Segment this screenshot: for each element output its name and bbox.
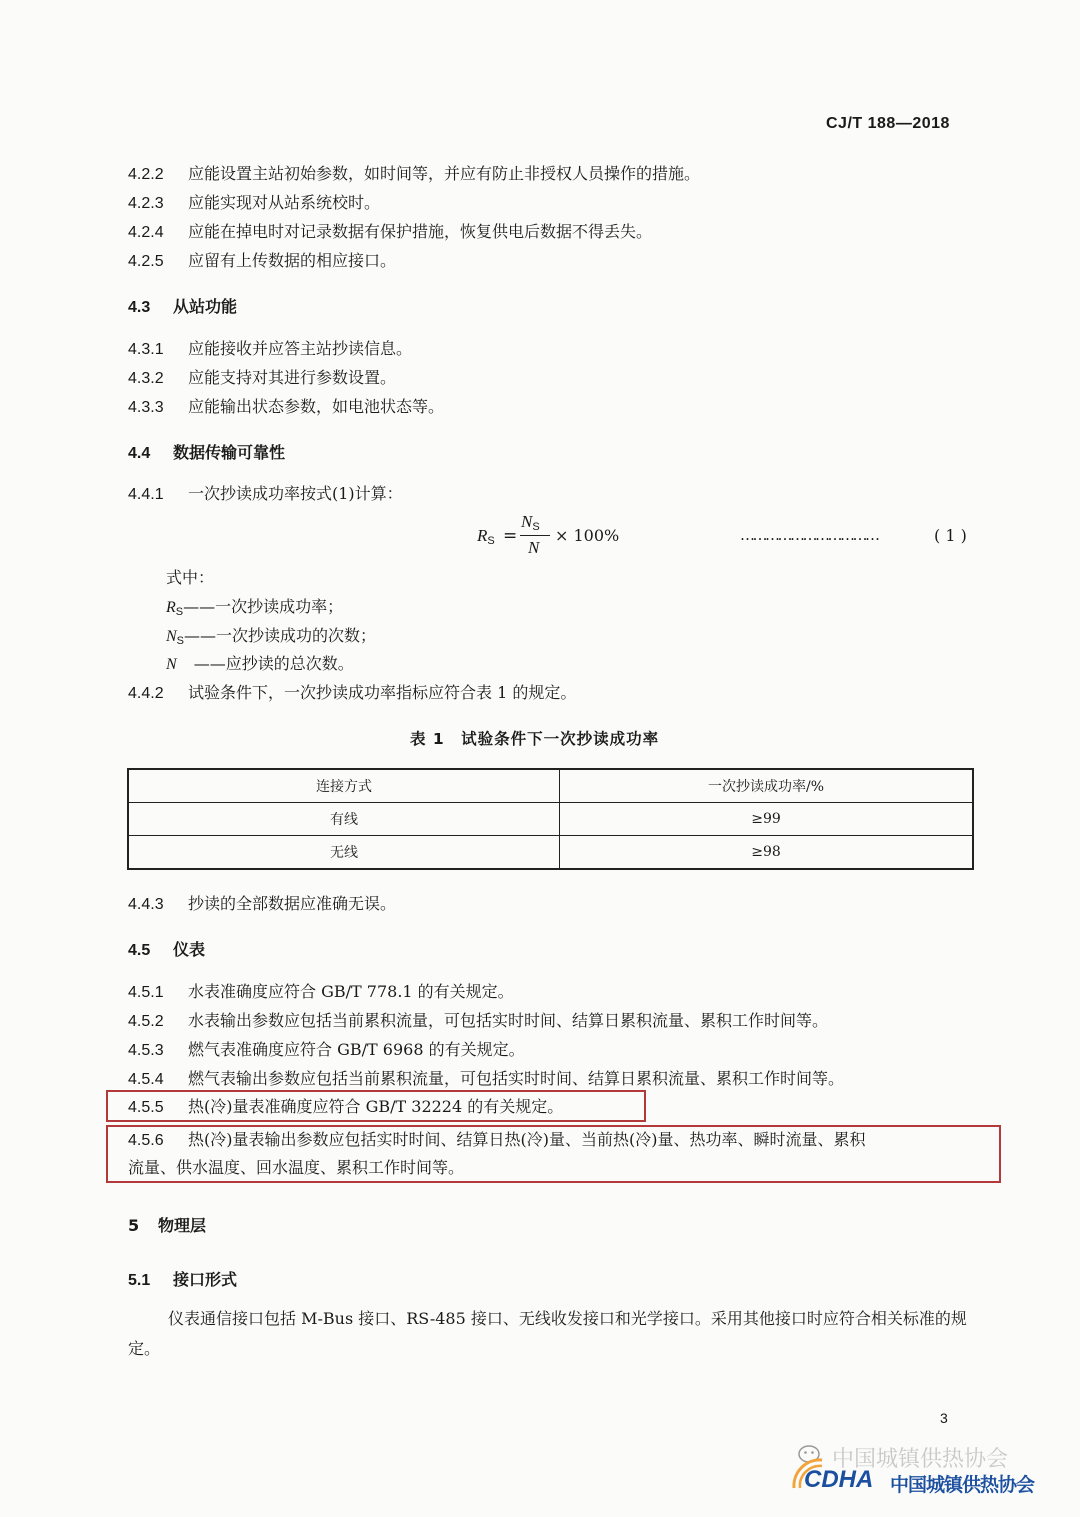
clause-4-2-4: 4.2.4 应能在掉电时对记录数据有保护措施，恢复供电后数据不得丢失。 [128,222,653,241]
table-1-caption: 表 1 试验条件下一次抄读成功率 [410,730,660,748]
clause-4-2-3: 4.2.3 应能实现对从站系统校时。 [128,193,381,212]
clause-4-5-6-line1: 4.5.6 热(冷)量表输出参数应包括实时时间、结算日热(冷)量、当前热(冷)量、热功率、瞬时流量、累积 [128,1130,866,1149]
table-row [128,836,973,870]
cdha-logo-name: 中国城镇供热协会 [890,1474,1035,1496]
table-cell: 有线 [128,803,560,836]
table-cell: ≥99 [560,803,974,836]
clause-4-5-5: 4.5.5 热(冷)量表准确度应符合 GB/T 32224 的有关规定。 [128,1097,564,1116]
where-label: 式中： [166,568,215,587]
wechat-account-name: 中国城镇供热协会 [832,1447,1009,1472]
table-header-cell: 连接方式 [128,769,560,803]
clause-4-3-3: 4.3.3 应能输出状态参数，如电池状态等。 [128,397,445,416]
clause-4-2-2: 4.2.2 应能设置主站初始参数，如时间等，并应有防止非授权人员操作的措施。 [128,164,701,183]
table-row [128,803,973,836]
clause-4-5-1: 4.5.1 水表准确度应符合 GB/T 778.1 的有关规定。 [128,982,514,1001]
clause-4-5-2: 4.5.2 水表输出参数应包括当前累积流量，可包括实时时间、结算日累积流量、累积工作时间等。 [128,1011,829,1030]
clause-4-4-1: 4.4.1 一次抄读成功率按式(1)计算： [128,484,403,503]
standard-number: CJ/T 188—2018 [826,115,950,132]
clause-4-3-2: 4.3.2 应能支持对其进行参数设置。 [128,368,397,387]
clause-4-5-4: 4.5.4 燃气表输出参数应包括当前累积流量，可包括实时时间、结算日累积流量、累积工作时间等。 [128,1069,845,1088]
where-item-ns: $N_S——$一次抄读成功的次数； [166,626,377,647]
cdha-logo-letters: CDHA [804,1466,874,1493]
section-heading-4-4: 4.4 数据传输可靠性 [128,443,286,462]
table-header-row [128,769,973,803]
where-item-n: N ——应抄读的总次数。 [166,654,354,673]
table-1 [127,768,974,870]
section-heading-4-3: 4.3 从站功能 [128,297,238,316]
where-item-rs: $R_S——$一次抄读成功率； [166,597,344,618]
paragraph-5-1: 仪表通信接口包括 M-Bus 接口、RS-485 接口、无线收发接口和光学接口。采用其他接口时应符合相关标准的规定。 [128,1309,967,1358]
page-number: 3 [940,1410,948,1426]
section-heading-5: 5 物理层 [128,1216,207,1235]
table-cell: ≥98 [560,836,974,870]
clause-4-5-3: 4.5.3 燃气表准确度应符合 GB/T 6968 的有关规定。 [128,1040,525,1059]
clause-4-5-6-line2: 流量、供水温度、回水温度、累积工作时间等。 [128,1158,465,1177]
formula-leader-dots: …………………………… [740,526,878,544]
section-heading-5-1: 5.1 接口形式 [128,1270,238,1289]
watermark [790,1440,1060,1500]
clause-4-4-2: 4.4.2 试验条件下，一次抄读成功率指标应符合表 1 的规定。 [128,683,577,702]
clause-4-3-1: 4.3.1 应能接收并应答主站抄读信息。 [128,339,413,358]
formula-number: ( 1 ) [934,526,967,545]
clause-4-4-3: 4.4.3 抄读的全部数据应准确无误。 [128,894,397,913]
table-cell: 无线 [128,836,560,870]
clause-4-2-5: 4.2.5 应留有上传数据的相应接口。 [128,251,397,270]
table-header-cell: 一次抄读成功率/% [560,769,974,803]
section-heading-4-5: 4.5 仪表 [128,940,206,959]
